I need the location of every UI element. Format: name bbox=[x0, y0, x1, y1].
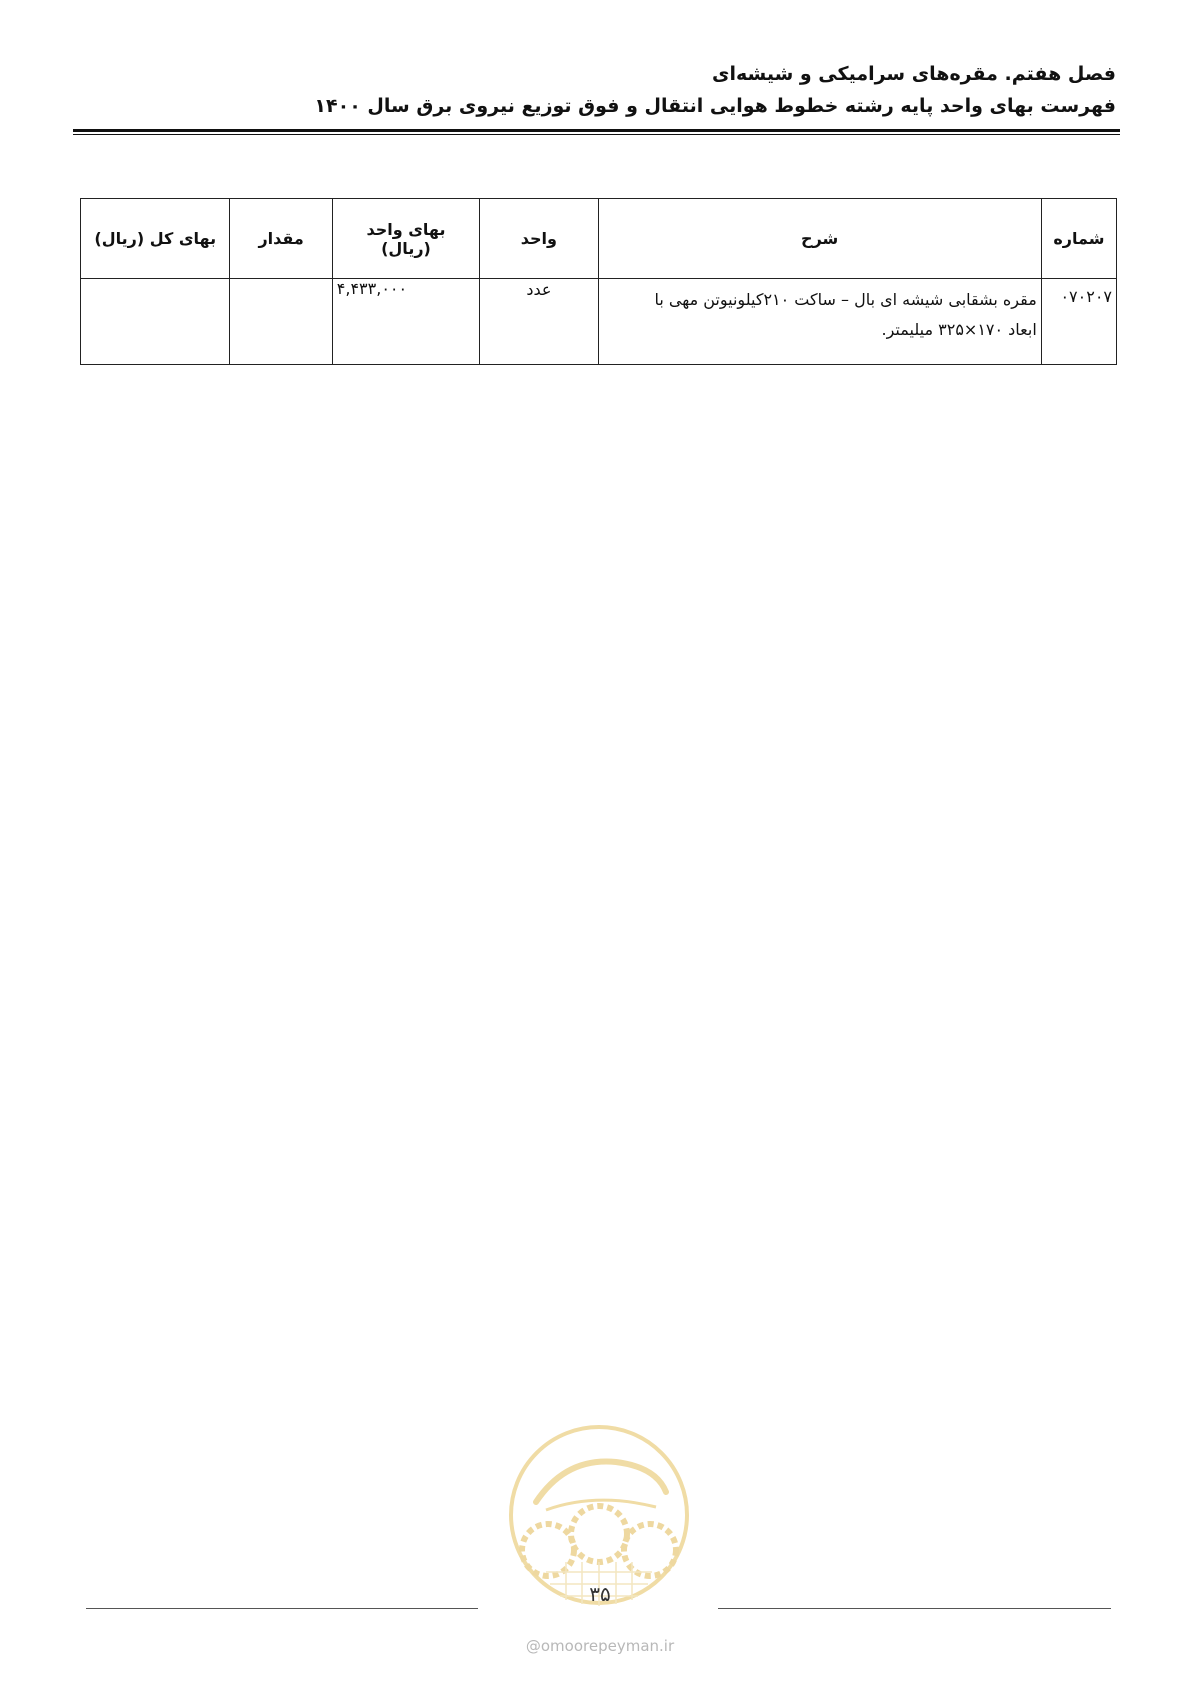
header-rule-thin bbox=[73, 134, 1120, 135]
header-unit-price-label: بهای واحد bbox=[366, 219, 446, 239]
row-unit-price: ۴,۴۳۳,۰۰۰ bbox=[332, 279, 479, 365]
header-number: شماره bbox=[1041, 199, 1116, 279]
row-unit: عدد bbox=[480, 279, 598, 365]
header-total: بهای کل (ریال) bbox=[81, 199, 230, 279]
header-unit-price bbox=[332, 199, 479, 279]
watermark-seal-graphic bbox=[506, 1422, 692, 1608]
header-unit-price-currency: (ریال) bbox=[381, 238, 431, 258]
header-unit: واحد bbox=[480, 199, 598, 279]
page-number: ۳۵ bbox=[589, 1582, 611, 1606]
watermark-url: @omoorepeyman.ir bbox=[525, 1637, 675, 1655]
table-header-row bbox=[81, 199, 1117, 279]
chapter-title: فصل هفتم. مقره‌های سرامیکی و شیشه‌ای bbox=[712, 63, 1116, 85]
header-rule-thick bbox=[73, 129, 1120, 132]
row-quantity bbox=[230, 279, 332, 365]
table-row bbox=[81, 279, 1117, 365]
watermark-seal bbox=[506, 1422, 692, 1608]
document-subtitle: فهرست بهای واحد پایه رشته خطوط هوایی انتقال و فوق توزیع نیروی برق سال ۱۴۰۰ bbox=[314, 95, 1116, 117]
row-description-line: مقره بشقابی شیشه ای بال – ساکت ۲۱۰کیلونیوتن مهی با bbox=[654, 290, 1037, 309]
row-description bbox=[598, 279, 1041, 365]
footer-rule-left bbox=[86, 1608, 478, 1609]
row-number: ۰۷۰۲۰۷ bbox=[1041, 279, 1116, 365]
header-description: شرح bbox=[598, 199, 1041, 279]
header-quantity: مقدار bbox=[230, 199, 332, 279]
row-total bbox=[81, 279, 230, 365]
footer-rule-right bbox=[718, 1608, 1111, 1609]
page-header bbox=[76, 58, 1116, 122]
price-table bbox=[80, 198, 1117, 365]
row-description-line: ابعاد ۱۷۰×۳۲۵ میلیمتر. bbox=[881, 320, 1037, 339]
